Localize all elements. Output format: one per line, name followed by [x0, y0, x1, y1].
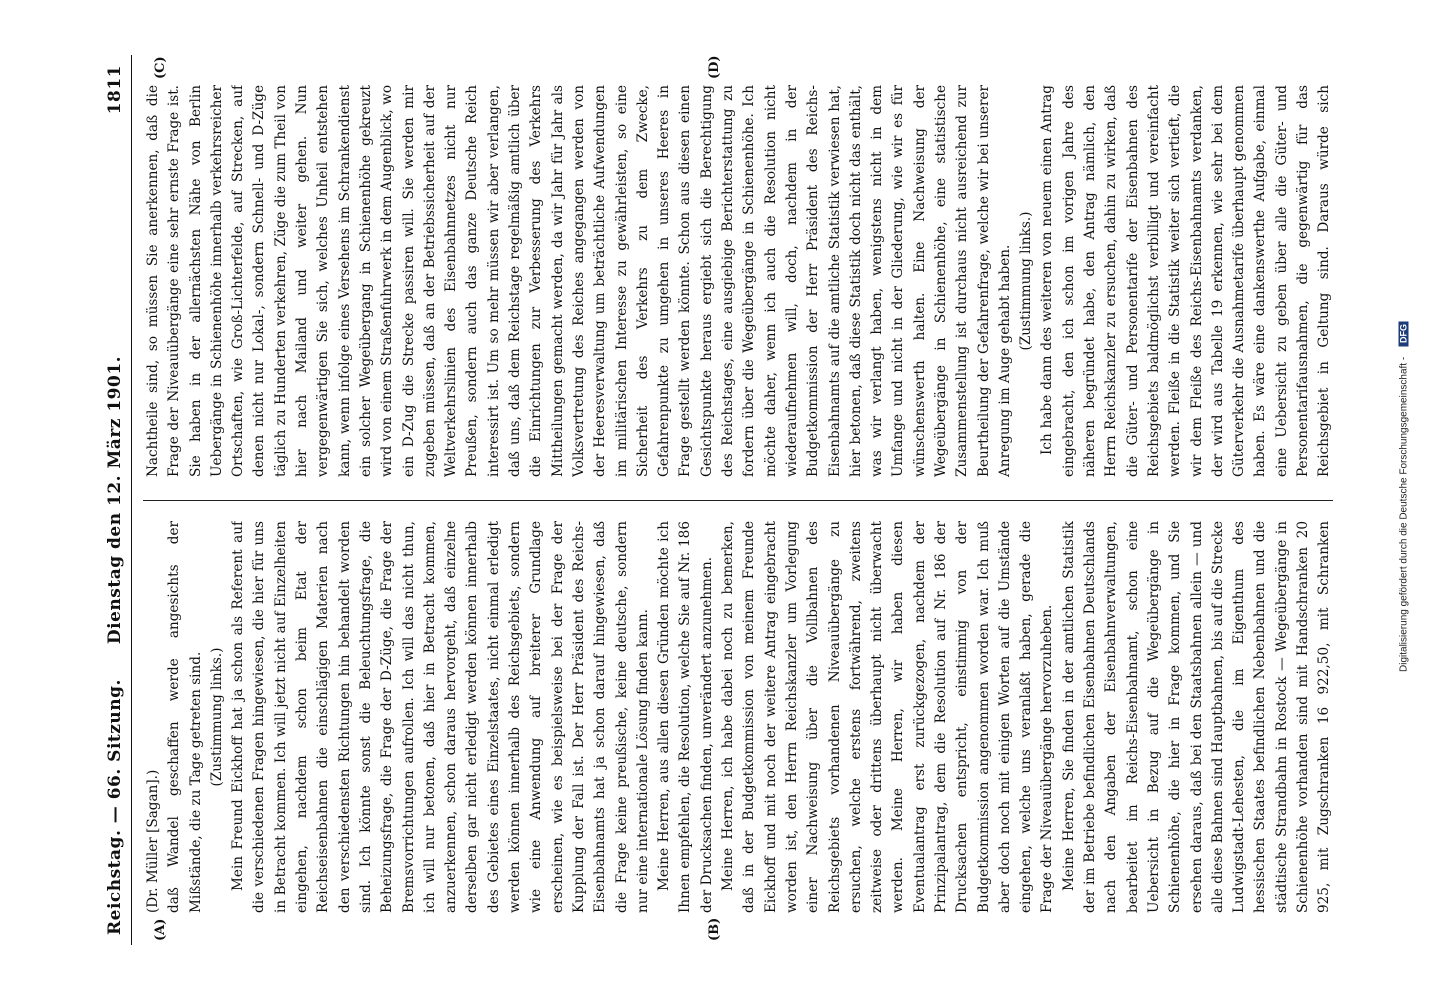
- page-number: 1811: [105, 65, 125, 115]
- margin-marker-a: (A): [153, 918, 168, 941]
- paragraph: Meine Herren, aus allen diesen Gründen möchte ich Ihnen empfehlen, die Resolution, welche Sie auf Nr. 186 der Drucksachen finden, unverändert anzunehmen.: [656, 521, 715, 913]
- interjection: (Zustimmung links.): [1018, 211, 1035, 351]
- header-date: Dienstag den 12. März 1901.: [105, 355, 125, 645]
- paragraph: Meine Herren, Sie finden in der amtlichen Statistik der im Betriebe befindlichen Eisenbahnen Deutschlands nach den Angaben der Eisenbahnverwaltungen, bearbeitet im Reichs-Eisenbahnamt, schon eine Uebersicht in Bezug auf die Wegeübergänge in Schienenhöhe, die hier in Frage kommen, und Sie ersehen daraus, daß bei den Staatsbahnen allein — und alle diese Bahnen sind Hauptbahnen, bis auf die Strecke Ludwigstadt-Lehesten, die im Eigenthum des hessischen Staates befindlichen Nebenbahnen und die städtische Strandbahn in Rostock — Wegeübergänge in Schienenhöhe vorhanden sind mit Handschranken 20 925, mit Zugschranken 16 922,50, mit Schranken: [1060, 521, 1333, 913]
- dfg-logo: DFG: [1399, 321, 1409, 346]
- left-text-column: [143, 521, 1333, 913]
- speaker-line: (Dr. Müller [Sagan].): [145, 769, 161, 913]
- interjection: (Zustimmung links.): [208, 647, 225, 787]
- margin-marker-b: (B): [707, 917, 722, 941]
- margin-marker-d: (D): [707, 55, 722, 79]
- margin-marker-c: (C): [153, 56, 168, 79]
- paragraph: Mein Freund Eickhoff hat ja schon als Referent auf die verschiedenen Fragen hingewiesen, die hier für uns in Betracht kommen. Ich will jetzt nicht auf Einzelheiten eingehen, nachdem schon beim Etat der Reichseisenbahnen die einschlägigen Materien nach den verschiedensten Richtungen hin behandelt worden sind. Ich könnte sonst die Beleuchtungsfrage, die Beheizungsfrage, die Frage der D-Züge, die Frage der Bremsvorrichtungen aufrollen. Ich will das nicht thun, ich will nur betonen, daß hier in Betracht kommen, anzuerkennen, schon daraus hervorgeht, daß einzelne derselben gar nicht erledigt werden können innerhalb des Gebietes eines Einzelstaates, nicht einmal erledigt werden können innerhalb des Reichsgebiets, sondern wie eine Anwendung auf breiterer Grundlage erscheinen, wie es beispielsweise bei der Frage der Kupplung der Fall ist. Der Herr Präsident des Reichs-Eisenbahnamts hat ja schon darauf hingewiesen, daß die Frage keine preußische, keine deutsche, sondern nur eine internationale Lösung finden kann.: [230, 521, 651, 913]
- paragraph: Meine Herren, ich habe dabei noch zu bemerken, daß in der Budgetkommission von meinem Freunde Eickhoff und mit noch der weitere Antrag eingebracht worden ist, den Herrn Reichskanzler um Vorlegung einer Nachweisung über die Vollbahnen des Reichsgebiets vorhandenen Niveauübergänge zu ersuchen, welche erstens fortwährend, zweitens zeitweise oder drittens überhaupt nicht überwacht werden. Meine Herren, wir haben diesen Eventualantrag erst zurückgezogen, nachdem der Prinzipalantrag, dem die Resolution auf Nr. 186 der Drucksachen entspricht, einstimmig von der Budgetkommission angenommen worden war. Ich muß aber doch noch mit einigen Worten auf die Umstände eingehen, welche uns veranlaßt haben, gerade die Frage der Niveauübergänge hervorzuheben.: [720, 521, 1056, 913]
- header-session: Reichstag. — 66. Sitzung.: [105, 679, 125, 935]
- digitization-credit: [1399, 117, 1410, 877]
- credit-text: Digitalisierung gefördert durch die Deutsche Forschungsgemeinschaft -: [1398, 356, 1410, 672]
- page-header: [97, 55, 132, 945]
- right-text-column: [143, 85, 1333, 477]
- paragraph: Ich habe dann des weiteren von neuem einen Antrag eingebracht, den ich schon im vorigen Jahre des näheren begründet habe, den Antrag nämlich, den Herrn Reichskanzler zu ersuchen, dahin zu wirken, daß die Güter- und Personentarife der Eisenbahnen des Reichsgebiets baldmöglichst verbilligt und vereinfacht werden. Fleiße in die Statistik weiter sich vertieft, die wir dem Fleiße des Reichs-Eisenbahnamts verdanken, der wird aus Tabelle 19 erkennen, wie sehr bei dem Güterverkehr die Ausnahmetarife überhaupt genommen haben. Es wäre eine dankenswerthe Aufgabe, einmal eine Uebersicht zu geben über alle die Güter- und Personentarifausnahmen, die gegenwärtig für das Reichsgebiet in Geltung sind. Daraus würde sich: [1039, 85, 1333, 477]
- paragraph: daß Wandel geschaffen werde angesichts der Mißstände, die zu Tage getreten sind.: [166, 521, 204, 913]
- column-divider: [143, 500, 1333, 501]
- paragraph: Nachtheile sind, so müssen Sie anerkennen, daß die Frage der Niveauübergänge eine sehr ernste Frage ist. Sie haben in der allernächsten Nähe von Berlin Uebergänge in Schienenhöhe innerhalb verkehrsreicher Ortschaften, wie Groß-Lichterfelde, auf Strecken, auf denen nicht nur Lokal-, sondern Schnell- und D-Züge täglich zu Hunderten verkehren, Züge die zum Theil von hier nach Mailand und weiter gehen. Nun vergegenwärtigen Sie sich, welches Unheil entstehen kann, wenn infolge eines Versehens im Schrankendienst ein solcher Wegeübergang in Schienenhöhe gekreuzt wird von einem Straßenfuhrwerk in dem Augenblick, wo ein D-Zug die Strecke passiren will. Sie werden mir zugeben müssen, daß an der Betriebssicherheit auf der Weltverkehrslinien des Eisenbahnnetzes nicht nur Preußen, sondern auch das ganze Deutsche Reich interessirt ist. Um so mehr müssen wir aber verlangen, daß uns, daß dem Reichstage regelmäßig amtlich über die Einrichtungen zur Verbesserung des Verkehrs Mittheilungen gemacht werden, da wir Jahr für Jahr als Volksvertretung des Reiches angegangen werden von der Heeresverwaltung um beträchtliche Aufwendungen im militärischen Interesse zu gewährleisten, so eine Sicherheit des Verkehrs zu dem Zwecke, Gefahrenpunkte zu umgehen in unseres Heeres in Frage gestellt werden könnte. Schon aus diesen einen Gesichtspunkte heraus ergiebt sich die Berechtigung des Reichstages, eine ausgiebige Berichterstattung zu fordern über die Wegeübergänge in Schienenhöhe. Ich möchte daher, wenn ich auch die Resolution nicht wiederaufnehmen will, doch, nachdem in der Budgetkommission der Herr Präsident des Reichs-Eisenbahnamts auf die amtliche Statistik verwiesen hat, hier betonen, daß diese Statistik doch nicht das enthält, was wir verlangt haben, wenigstens nicht in dem Umfange und nicht in der Gliederung, wie wir es für wünschenswerth halten. Eine Nachweisung der Wegeübergänge in Schienenhöhe, eine statistische Zusammenstellung ist durchaus nicht ausreichend zur Beurtheilung der Gefahrenfrage, welche wir bei unserer Anregung im Auge gehabt haben.: [145, 85, 1013, 477]
- document-page: [67, 25, 1367, 975]
